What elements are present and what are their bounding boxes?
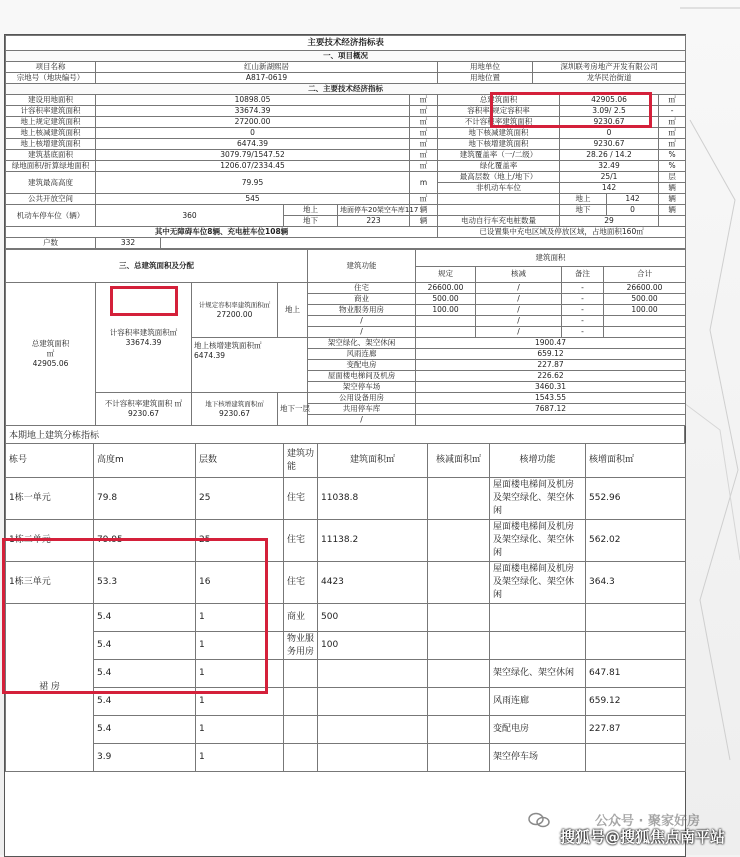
header-building: 栋号 [6,444,94,478]
total-label: 合计 [604,266,686,283]
unit: ㎡ [410,95,438,106]
table-row [6,478,686,520]
building-function: 住宅 [284,478,318,520]
above-add-label: 地上核增建筑面积 [6,139,96,150]
building-floors: 25 [196,520,284,562]
floors: 25/1 [560,172,659,183]
podium-area: 500 [318,604,428,632]
area-label: 建筑面积 [416,250,686,267]
podium-label: 裙 房 [6,604,94,772]
unit: 辆 [659,183,686,194]
podium-function: 物业服务用房 [284,632,318,660]
green-area: 1206.07/2334.45 [96,161,410,172]
building-area: 4423 [318,562,428,604]
podium-area [318,660,428,688]
unit: ㎡ [410,150,438,161]
add-function: 风雨连廊 [308,349,416,360]
podium-add-area [586,744,686,772]
building-floors: 25 [196,478,284,520]
under-add-cell [192,393,278,426]
podium-area [318,744,428,772]
remark-value: - [562,294,604,305]
podium-function [284,688,318,716]
under-value: 1543.55 [416,393,686,404]
std-area-value: 27200.00 [216,310,253,319]
buildings-table [5,443,686,772]
under2: 0 [607,205,659,216]
unit: 辆 [659,205,686,216]
far-area-label: 计容积率建筑面积㎡ [109,327,178,337]
podium-add-area: 647.81 [586,660,686,688]
unit: 层 [659,172,686,183]
wechat-watermark: 公众号 · 聚家好房 [595,814,700,829]
far: 3.09/ 2.5 [560,106,659,117]
far-label: 容积率/规定容积率 [438,106,560,117]
unit: ㎡ [659,128,686,139]
table-row [6,660,686,688]
podium-floors: 1 [196,660,284,688]
std-value: 500.00 [416,294,476,305]
above-add-label: 地上核增建筑面积㎡ [194,341,262,350]
ground-label: 地上 [284,205,338,216]
remark-value: - [562,283,604,294]
function-name: / [308,316,416,327]
podium-floors: 1 [196,688,284,716]
total-value: 100.00 [604,305,686,316]
std-label: 规定 [416,266,476,283]
base-area: 3079.79/1547.52 [96,150,410,161]
total-area: 42905.06 [560,95,659,106]
add-function: 架空停车场 [308,382,416,393]
above-verify-label: 地上核减建筑面积 [6,128,96,139]
add-function: 架空绿化、架空休闲 [308,338,416,349]
table-row [6,632,686,660]
far-area-value: 33674.39 [125,337,162,347]
under-add-label: 地下核增建筑面积 [438,139,560,150]
podium-floors: 1 [196,632,284,660]
total-area-label: 总建筑面积 [31,339,70,348]
header-area: 建筑面积㎡ [318,444,428,478]
open-space: 545 [96,194,410,205]
table-row [6,688,686,716]
add-area: 552.96 [586,478,686,520]
above-area: 27200.00 [96,117,410,128]
no-far-cell [96,393,192,426]
indicators-table [5,35,686,249]
project-name-label: 项目名称 [6,62,96,73]
above-label: 地上 [278,283,308,338]
podium-floors: 1 [196,604,284,632]
project-name: 红山新湖熙居 [96,62,438,73]
unit: % [659,150,686,161]
unit: m [410,172,438,194]
no-far-value: 9230.67 [127,409,159,418]
unit: ㎡ [46,349,55,358]
header-height: 高度m [94,444,196,478]
section-indicators: 二、主要技术经济指标 [6,84,686,95]
podium-height: 5.4 [94,688,196,716]
unit: ㎡ [410,194,438,205]
no-far-label: 不计容积率建筑面积 ㎡ [104,399,183,408]
far-area: 33674.39 [96,106,410,117]
table-row [6,604,686,632]
above-verify: 0 [96,128,410,139]
building-area: 11138.2 [318,520,428,562]
document-title: 主要技术经济指标表 [6,36,686,51]
podium-floors: 1 [196,744,284,772]
above-area-label: 地上规定建筑面积 [6,117,96,128]
podium-function [284,716,318,744]
coverage: 28.26 / 14.2 [560,150,659,161]
ground2: 142 [607,194,659,205]
under-verify: 0 [560,128,659,139]
total-value: 500.00 [604,294,686,305]
building-function: 住宅 [284,562,318,604]
parking-note: 其中无障碍车位8辆、充电桩车位108辆 [6,227,438,238]
bike: 142 [560,183,659,194]
floors-label: 最高层数（地上/地下） [438,172,560,183]
total-area-value: 42905.06 [32,359,69,368]
podium-add-function: 架空停车场 [490,744,586,772]
ground2-label: 地上 [560,194,607,205]
std-cell [192,283,278,338]
add-value: 226.62 [416,371,686,382]
under-add-value: 9230.67 [218,409,250,418]
building-area: 11038.8 [318,478,428,520]
developer: 深圳联考房地产开发有限公司 [533,62,686,73]
building-id: 1栋一单元 [6,478,94,520]
podium-function [284,660,318,688]
podium-function [284,744,318,772]
remark-value: - [562,327,604,338]
under2-label: 地下 [560,205,607,216]
verify-value: / [476,327,562,338]
building-function: 住宅 [284,520,318,562]
coverage-label: 建筑覆盖率（一/二级） [438,150,560,161]
under-add: 9230.67 [560,139,659,150]
podium-height: 3.9 [94,744,196,772]
no-far: 9230.67 [560,117,659,128]
function-name: / [308,327,416,338]
total-value [604,316,686,327]
podium-add-area [586,604,686,632]
above-add-cell [192,338,308,393]
ebike: 29 [560,216,659,227]
header-floors: 层数 [196,444,284,478]
add-value: 3460.31 [416,382,686,393]
std-value [416,316,476,327]
location-label: 用地位置 [438,73,533,84]
verify-value: / [476,294,562,305]
unit: ㎡ [410,106,438,117]
under-function: 共用停车库 [308,404,416,415]
unit: ㎡ [659,139,686,150]
verify-value: / [476,305,562,316]
add-function: 屋面楼电梯间及机房及架空绿化、架空休闲 [490,520,586,562]
podium-area [318,688,428,716]
add-function: 变配电房 [308,360,416,371]
add-value: 227.87 [416,360,686,371]
parking-label: 机动车停车位（辆） [6,205,96,227]
under-verify-label: 地下核减建筑面积 [438,128,560,139]
unit: ㎡ [659,95,686,106]
households-label: 户数 [6,238,96,249]
building-height: 79.95 [94,520,196,562]
std-value [416,327,476,338]
parcel-label: 宗地号（地块编号） [6,73,96,84]
far-area-label: 计容积率建筑面积 [6,106,96,117]
height-label: 建筑最高高度 [6,172,96,194]
under: 223 [338,216,410,227]
unit: - [659,106,686,117]
under-value: 7687.12 [416,404,686,415]
table-row [6,716,686,744]
unit: ㎡ [659,117,686,128]
header-function: 建筑功能 [284,444,318,478]
unit: 辆 [410,205,438,216]
greenrate: 32.49 [560,161,659,172]
podium-function: 商业 [284,604,318,632]
section-buildings: 本期地上建筑分栋指标 [5,426,685,443]
header-add-function: 核增功能 [490,444,586,478]
parking: 360 [96,205,284,227]
podium-add-area: 659.12 [586,688,686,716]
header-add-area: 核增面积㎡ [586,444,686,478]
unit: ㎡ [410,161,438,172]
function-label: 建筑功能 [308,250,416,283]
total-area-cell [6,283,96,426]
verify-value: / [476,316,562,327]
add-value: 659.12 [416,349,686,360]
ebike-label: 电动自行车充电桩数量 [438,216,560,227]
unit: 辆 [659,194,686,205]
podium-add-function: 架空绿化、架空休闲 [490,660,586,688]
total-area-label: 总建筑面积 [438,95,560,106]
add-function: 屋面楼电梯间及机房及架空绿化、架空休闲 [490,478,586,520]
verify-label: 核减 [476,266,562,283]
parcel-number: A817-0619 [96,73,438,84]
background-map-lines [680,0,740,855]
green-label: 绿地面积/折算绿地面积 [6,161,96,172]
no-far-label: 不计容积率建筑面积 [438,117,560,128]
under-value [416,415,686,426]
building-id: 1栋三单元 [6,562,94,604]
add-function: 屋面楼电梯间及机房及架空绿化、架空休闲 [490,562,586,604]
podium-height: 5.4 [94,716,196,744]
function-name: 商业 [308,294,416,305]
under-function: 公用设备用房 [308,393,416,404]
under-label: 地下 [284,216,338,227]
under-floor: 地下一层 [278,393,308,426]
table-row [6,520,686,562]
building-height: 53.3 [94,562,196,604]
ground-detail: 地面停车20架空车库117 [338,205,410,216]
total-value [604,327,686,338]
location: 龙华民治街道 [533,73,686,84]
households: 332 [96,238,161,249]
podium-add-function [490,604,586,632]
table-row [6,744,686,772]
under-add-label: 地下核增建筑面积㎡ [205,400,264,408]
building-floors: 16 [196,562,284,604]
building-id: 1栋二单元 [6,520,94,562]
open-label: 公共开放空间 [6,194,96,205]
ebike-note: 已设置集中充电区域及停放区域，占地面积160㎡ [438,227,686,238]
podium-add-area [586,632,686,660]
base-label: 建筑基底面积 [6,150,96,161]
std-value: 26600.00 [416,283,476,294]
add-value: 1900.47 [416,338,686,349]
greenrate-label: 绿化覆盖率 [438,161,560,172]
podium-floors: 1 [196,716,284,744]
land-area: 10898.05 [96,95,410,106]
std-value: 100.00 [416,305,476,316]
land-area-label: 建设用地面积 [6,95,96,106]
sohu-brand-watermark: 搜狐号@搜狐焦点南平站 [560,828,726,846]
podium-height: 5.4 [94,660,196,688]
podium-height: 5.4 [94,604,196,632]
height: 79.95 [96,172,410,194]
far-cell [96,283,192,393]
section-allocation: 三、总建筑面积及分配 [6,250,308,283]
podium-add-function: 风雨连廊 [490,688,586,716]
function-name: 物业服务用房 [308,305,416,316]
podium-add-function [490,632,586,660]
add-area: 562.02 [586,520,686,562]
unit: 辆 [410,216,438,227]
above-add: 6474.39 [96,139,410,150]
add-function: 屋面楼电梯间及机房 [308,371,416,382]
podium-add-function: 变配电房 [490,716,586,744]
allocation-table [5,249,686,426]
wechat-logo-icon [528,812,550,828]
std-area-label: 计规定容积率建筑面积㎡ [198,301,271,309]
podium-area [318,716,428,744]
podium-height: 5.4 [94,632,196,660]
above-add-value: 6474.39 [194,351,226,360]
table-row [6,562,686,604]
unit: ㎡ [410,128,438,139]
unit: % [659,161,686,172]
under-function: / [308,415,416,426]
podium-area: 100 [318,632,428,660]
unit: ㎡ [410,117,438,128]
technical-indicators-sheet [4,34,686,857]
podium-add-area: 227.87 [586,716,686,744]
building-height: 79.8 [94,478,196,520]
remark-value: - [562,316,604,327]
developer-label: 用地单位 [438,62,533,73]
bike-label: 非机动车车位 [438,183,560,194]
remark-label: 备注 [562,266,604,283]
add-area: 364.3 [586,562,686,604]
function-name: 住宅 [308,283,416,294]
total-value: 26600.00 [604,283,686,294]
header-verify: 核减面积㎡ [428,444,490,478]
verify-value: / [476,283,562,294]
section-overview: 一、项目概况 [6,51,686,62]
remark-value: - [562,305,604,316]
unit: ㎡ [410,139,438,150]
